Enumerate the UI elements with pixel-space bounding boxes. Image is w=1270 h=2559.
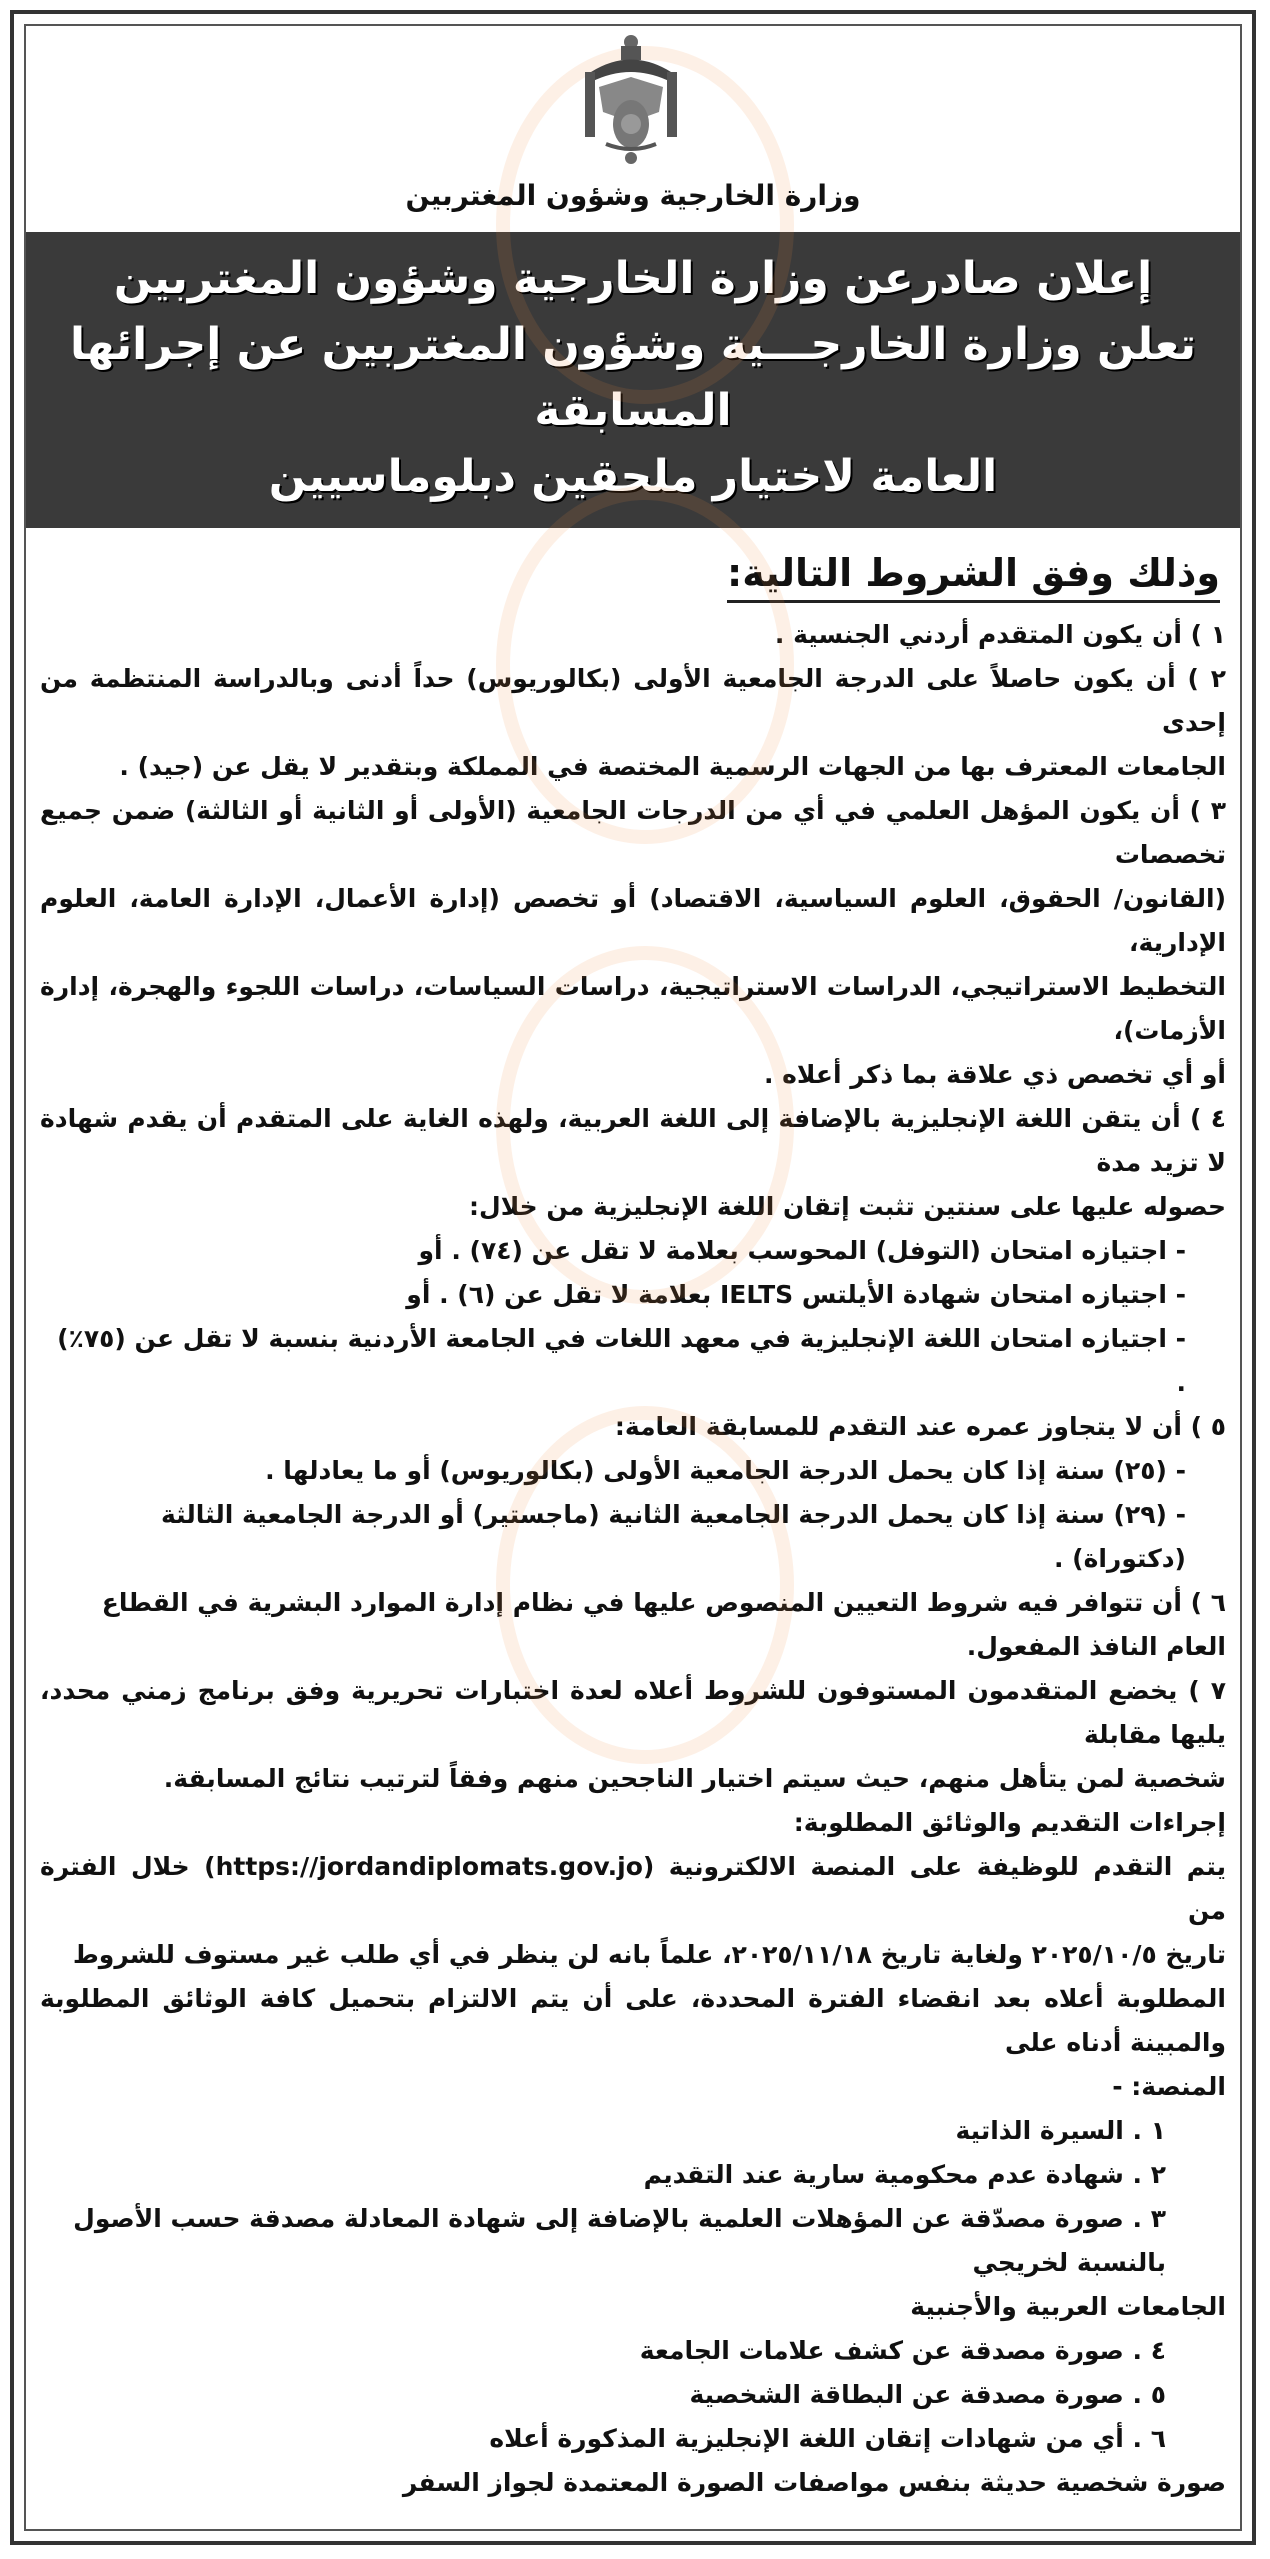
condition-subitem: - اجتيازه امتحان شهادة الأيلتس IELTS بعلامة لا تقل عن (٦) . أو xyxy=(406,1280,1186,1309)
title-line: إعلان صادرعن وزارة الخارجية وشؤون المغتربين xyxy=(113,253,1153,304)
condition-subitem: - (٢٥) سنة إذا كان يحمل الدرجة الجامعية الأولى (بكالوريوس) أو ما يعادلها . xyxy=(265,1456,1186,1485)
condition-line: أو أي تخصص ذي علاقة بما ذكر أعلاه . xyxy=(763,1060,1226,1089)
procedures-line: المنصة: - xyxy=(1112,2072,1226,2101)
document-item: ٢ . شهادة عدم محكومية سارية عند التقديم xyxy=(643,2160,1166,2189)
document-item: ١ . السيرة الذاتية xyxy=(955,2116,1166,2145)
document-item: ٣ . صورة مصدّقة عن المؤهلات العلمية بالإضافة إلى شهادة المعادلة مصدقة حسب الأصول بالنسبة لخريجي xyxy=(73,2204,1166,2277)
coat-of-arms-emblem xyxy=(571,32,691,167)
condition-line: التخطيط الاستراتيجي، الدراسات الاستراتيجية، دراسات السياسات، دراسات اللجوء والهجرة، إدارة الأزمات)، xyxy=(40,972,1226,1045)
outer-frame xyxy=(10,10,1256,2545)
document-item: ٤ . صورة مصدقة عن كشف علامات الجامعة xyxy=(639,2336,1166,2365)
procedures-line: يتم التقدم للوظيفة على المنصة الالكترونية (https://jordandiplomats.gov.jo) خلال الفترة من xyxy=(40,1852,1226,1925)
condition-line: ٦ ) أن تتوافر فيه شروط التعيين المنصوص عليها في نظام إدارة الموارد البشرية في القطاع العام النافذ المفعول. xyxy=(101,1588,1226,1661)
title-line: تعلن وزارة الخارجـــية وشؤون المغتربين عن إجرائها المسابقة xyxy=(70,319,1196,436)
ministry-name: وزارة الخارجية وشؤون المغتربين xyxy=(405,179,861,212)
announcement-body xyxy=(26,528,1240,2529)
condition-subitem: - اجتيازه امتحان اللغة الإنجليزية في معهد اللغات في الجامعة الأردنية بنسبة لا تقل عن (٧٥٪) . xyxy=(57,1324,1186,1397)
condition-subitem: - (٢٩) سنة إذا كان يحمل الدرجة الجامعية الثانية (ماجستير) أو الدرجة الجامعية الثالثة (دكتوراة) . xyxy=(161,1500,1186,1573)
title-line: العامة لاختيار ملحقين دبلوماسيين xyxy=(268,451,998,502)
condition-line: شخصية لمن يتأهل منهم، حيث سيتم اختيار الناجحين منهم وفقاً لترتيب نتائج المسابقة. xyxy=(163,1764,1226,1793)
document-item: ٦ . أي من شهادات إتقان اللغة الإنجليزية المذكورة أعلاه xyxy=(489,2424,1166,2453)
inner-frame xyxy=(24,24,1242,2531)
procedures-heading: إجراءات التقديم والوثائق المطلوبة: xyxy=(793,1808,1226,1837)
condition-line: ١ ) أن يكون المتقدم أردني الجنسية . xyxy=(774,620,1226,649)
document-item: صورة شخصية حديثة بنفس مواصفات الصورة المعتمدة لجواز السفر xyxy=(402,2468,1226,2497)
condition-line: حصوله عليها على سنتين تثبت إتقان اللغة الإنجليزية من خلال: xyxy=(469,1192,1226,1221)
procedures-line: تاريخ ٢٠٢٥/١٠/٥ ولغاية تاريخ ٢٠٢٥/١١/١٨، علماً بانه لن ينظر في أي طلب غير مستوف للشروط xyxy=(72,1940,1226,1969)
condition-line: الجامعات المعترف بها من الجهات الرسمية المختصة في المملكة وبتقدير لا يقل عن (جيد) . xyxy=(119,752,1226,781)
procedures-line: المطلوبة أعلاه بعد انقضاء الفترة المحددة، على أن يتم الالتزام بتحميل كافة الوثائق المطلوبة والمبينة أدناه على xyxy=(40,1984,1226,2057)
condition-line: ٥ ) أن لا يتجاوز عمره عند التقدم للمسابقة العامة: xyxy=(614,1412,1226,1441)
condition-line: ٧ ) يخضع المتقدمون المستوفون للشروط أعلاه لعدة اختبارات تحريرية وفق برنامج زمني محدد، يليها مقابلة xyxy=(40,1676,1226,1749)
condition-line: ٣ ) أن يكون المؤهل العلمي في أي من الدرجات الجامعية (الأولى أو الثانية أو الثالثة) ضمن جميع تخصصات xyxy=(40,796,1226,869)
document-item: الجامعات العربية والأجنبية xyxy=(910,2292,1226,2321)
conditions-heading: وذلك وفق الشروط التالية: xyxy=(727,546,1220,603)
header xyxy=(26,26,1240,232)
title-banner xyxy=(26,232,1240,528)
condition-line: (القانون/ الحقوق، العلوم السياسية، الاقتصاد) أو تخصص (إدارة الأعمال، الإدارة العامة، العلوم الإدارية، xyxy=(40,884,1226,957)
condition-line: ٤ ) أن يتقن اللغة الإنجليزية بالإضافة إلى اللغة العربية، ولهذه الغاية على المتقدم أن يقدم شهادة لا تزيد مدة xyxy=(40,1104,1226,1177)
condition-subitem: - اجتيازه امتحان (التوفل) المحوسب بعلامة لا تقل عن (٧٤) . أو xyxy=(418,1236,1186,1265)
condition-line: ٢ ) أن يكون حاصلاً على الدرجة الجامعية الأولى (بكالوريوس) حداً أدنى وبالدراسة المنتظمة من إحدى xyxy=(40,664,1226,737)
document-item: ٥ . صورة مصدقة عن البطاقة الشخصية xyxy=(689,2380,1166,2409)
